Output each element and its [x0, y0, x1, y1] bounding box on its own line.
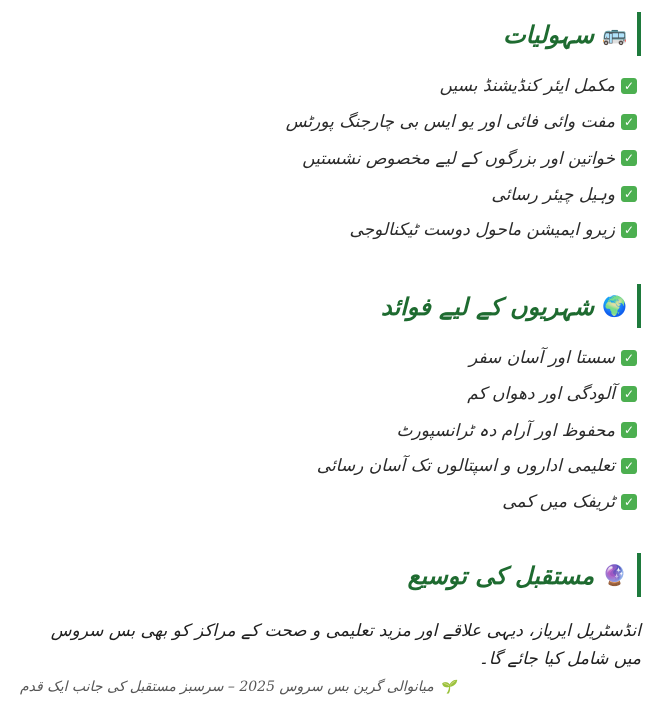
benefits-title: شہریوں کے لیے فوائد	[380, 291, 595, 321]
facilities-title: سہولیات	[503, 19, 595, 49]
list-item: ✓ زیرو ایمیشن ماحول دوست ٹیکنالوجی	[20, 212, 641, 248]
list-item: ✓ تعلیمی اداروں و اسپتالوں تک آسان رسائی	[20, 448, 641, 484]
check-icon: ✓	[621, 458, 637, 474]
bus-icon: 🚌	[602, 22, 627, 46]
list-item: ✓ ٹریفک میں کمی	[20, 484, 641, 520]
list-item: ✓ محفوظ اور آرام دہ ٹرانسپورٹ	[20, 412, 641, 448]
footer-text: میانوالی گرین بس سروس 2025 – سرسبز مستقبل کی جانب ایک قدم	[20, 679, 434, 695]
crystal-ball-icon: 🔮	[602, 563, 627, 587]
list-item: ✓ آلودگی اور دھواں کم	[20, 376, 641, 412]
list-item: ✓ سستا اور آسان سفر	[20, 340, 641, 376]
list-item: ✓ مفت وائی فائی اور یو ایس بی چارجنگ پورٹس	[20, 104, 641, 140]
future-paragraph: انڈسٹریل ایریاز، دیہی علاقے اور مزید تعلیمی و صحت کے مراکز کو بھی بس سروس میں شامل کیا جائے گا۔	[50, 621, 641, 669]
future-title: مستقبل کی توسیع	[407, 560, 595, 590]
check-icon: ✓	[621, 422, 637, 438]
globe-icon: 🌍	[602, 294, 627, 318]
future-section	[20, 553, 641, 597]
check-icon: ✓	[621, 494, 637, 510]
sprout-icon: 🌱	[439, 679, 456, 695]
footer	[20, 679, 647, 695]
facilities-heading	[20, 12, 641, 56]
benefits-heading	[20, 284, 641, 328]
check-icon: ✓	[621, 386, 637, 402]
facilities-list	[20, 68, 641, 248]
future-heading	[20, 553, 641, 597]
check-icon: ✓	[621, 114, 637, 130]
list-item: ✓ مکمل ایئر کنڈیشنڈ بسیں	[20, 68, 641, 104]
check-icon: ✓	[621, 350, 637, 366]
facilities-section	[20, 12, 641, 248]
list-item: ✓ وہیل چیئر رسائی	[20, 176, 641, 212]
check-icon: ✓	[621, 222, 637, 238]
check-icon: ✓	[621, 186, 637, 202]
benefits-section	[20, 284, 641, 520]
check-icon: ✓	[621, 150, 637, 166]
check-icon: ✓	[621, 78, 637, 94]
benefits-list	[20, 340, 641, 520]
list-item: ✓ خواتین اور بزرگوں کے لیے مخصوص نشستیں	[20, 140, 641, 176]
